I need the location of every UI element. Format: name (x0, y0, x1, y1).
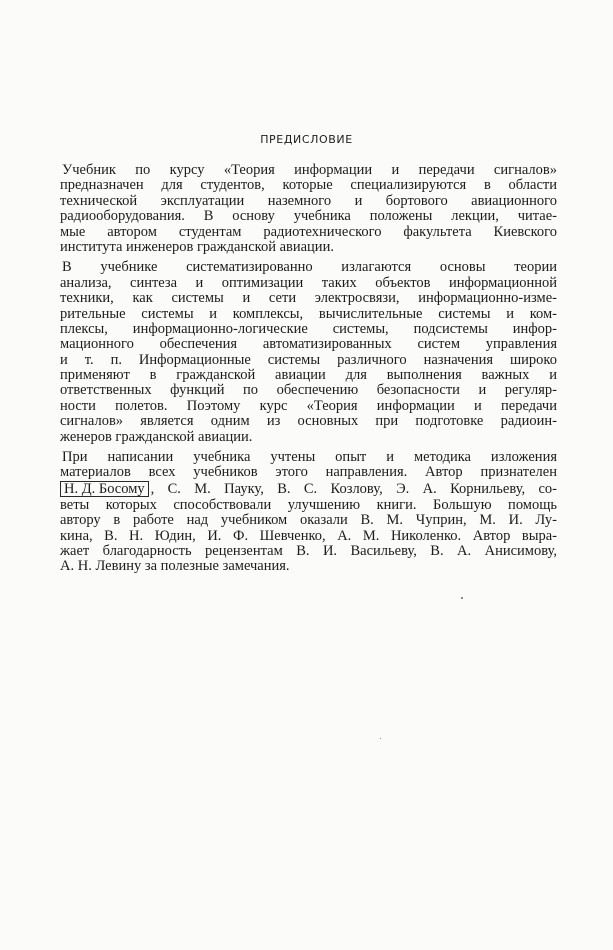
paragraph-1 (62, 163, 557, 255)
paragraph-line: предназначен для студентов, которые специализируются в области (60, 177, 557, 194)
page-title: ПРЕДИСЛОВИЕ (260, 133, 353, 146)
paragraph-line: и т. п. Информационные системы различного назначения широко (60, 351, 557, 368)
paragraph-line: сигналов» является одним из основных при подготовке радиоин- (60, 413, 557, 430)
paragraph-line: плексы, информационно-логические системы, подсистемы инфор- (60, 320, 557, 337)
paragraph-line: радиооборудования. В основу учебника положены лекции, читае- (60, 208, 557, 225)
paragraph-line: мые автором студентам радиотехнического факультета Киевского (60, 223, 557, 240)
paragraph-line-with-boxed-name (60, 481, 557, 498)
preface-body (62, 163, 557, 575)
paragraph-line: материалов всех учебников этого направления. Автор признателен (60, 464, 557, 481)
paragraph-line: анализа, синтеза и оптимизации таких объектов информационной (60, 274, 557, 291)
paragraph-line: При написании учебника учтены опыт и методика изложения (62, 449, 557, 466)
paragraph-line: применяют в гражданской авиации для выполнения важных и (60, 367, 557, 384)
print-speck (461, 597, 463, 599)
paragraph-line: В учебнике систематизированно излагаются основы теории (62, 259, 557, 276)
paragraph-line: ности полетов. Поэтому курс «Теория информации и передачи (60, 397, 557, 414)
paragraph-3 (62, 450, 557, 575)
paragraph-line: жает благодарность рецензентам В. И. Васильеву, В. А. Анисимову, (60, 542, 557, 559)
paragraph-line: кина, В. Н. Юдин, И. Ф. Шевченко, А. М. Николенко. Автор выра- (60, 527, 557, 544)
deceased-name-box: Н. Д. Босому (60, 481, 149, 497)
paragraph-line: ответственных функций по обеспечению безопасности и регуляр- (60, 382, 557, 399)
paragraph-line-rest: , С. М. Пауку, В. С. Козлову, Э. А. Корнильеву, со- (150, 480, 557, 497)
paragraph-line: рительные системы и комплексы, вычислительные системы и ком- (60, 305, 557, 322)
paragraph-line: А. Н. Левину за полезные замечания. (60, 558, 290, 575)
paragraph-line: института инженеров гражданской авиации. (60, 238, 334, 255)
paragraph-line: Учебник по курсу «Теория информации и передачи сигналов» (62, 162, 557, 178)
paragraph-line: веты которых способствовали улучшению книги. Большую помощь (60, 496, 557, 513)
paragraph-line: техники, как системы и сети электросвязи, информационно-изме- (60, 290, 557, 307)
print-speck (380, 738, 381, 739)
paragraph-line: женеров гражданской авиации. (60, 428, 253, 445)
paragraph-2 (62, 260, 557, 445)
paragraph-line: технической эксплуатации наземного и бортового авиационного (60, 192, 557, 209)
paragraph-line: автору в работе над учебником оказали В. М. Чуприн, М. И. Лу- (60, 512, 557, 529)
paragraph-line: мационного обеспечения автоматизированных систем управления (60, 336, 557, 353)
